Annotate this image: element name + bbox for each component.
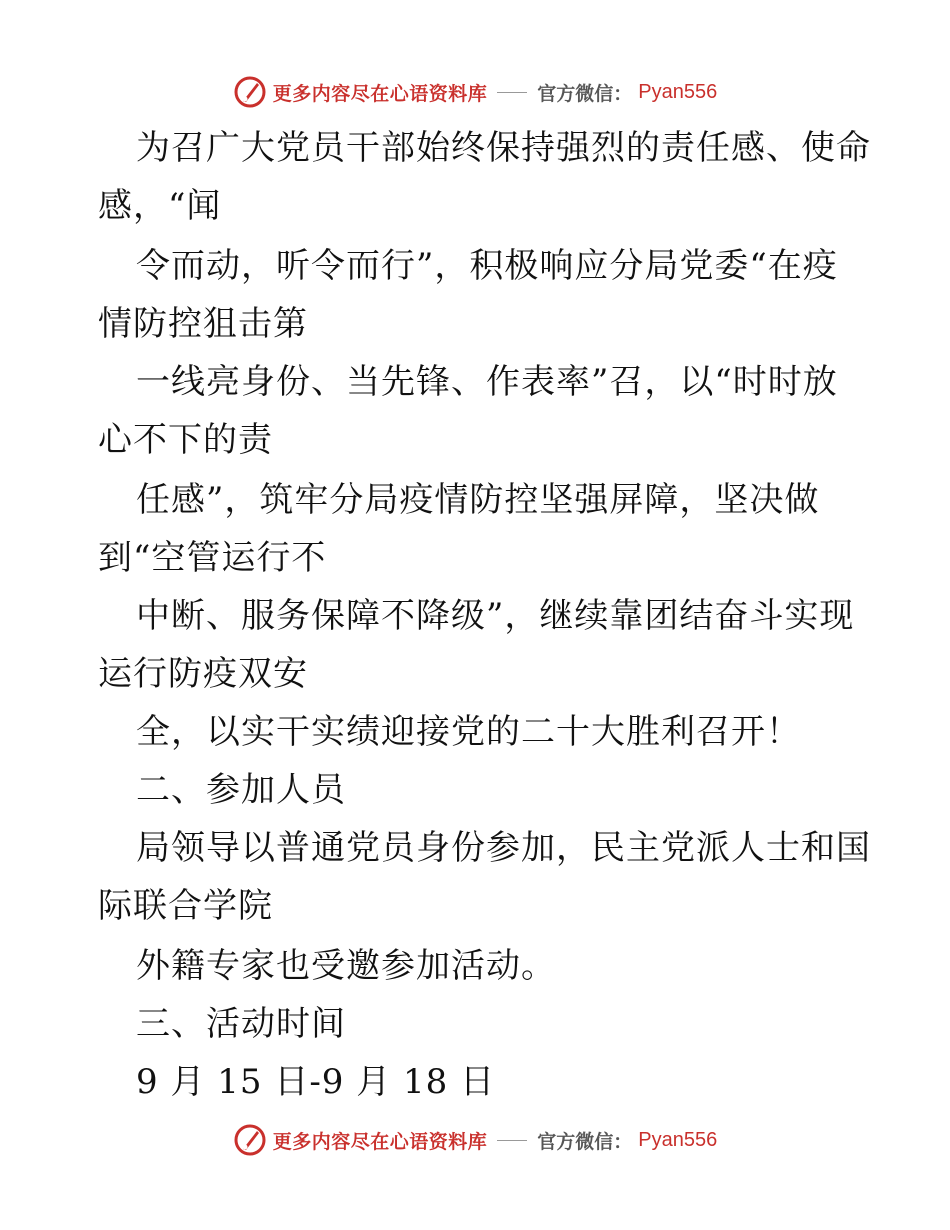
- watermark-divider: [497, 92, 527, 93]
- body-line-4: 情防控狙击第: [98, 304, 308, 344]
- watermark-label: 官方微信：: [537, 82, 633, 105]
- watermark-wechat-id: Pyan556: [638, 80, 718, 103]
- body-line-13: 局领导以普通党员身份参加，民主党派人士和国: [136, 828, 871, 868]
- section-heading-time: 三、活动时间: [136, 1004, 346, 1044]
- body-line-2: 感，“闻: [98, 186, 222, 226]
- watermark-wechat-id: Pyan556: [638, 1128, 718, 1151]
- watermark-label: 官方微信：: [537, 1130, 633, 1153]
- body-line-6: 心不下的责: [98, 420, 273, 460]
- watermark-divider: [497, 1140, 527, 1141]
- body-line-5: 一线亮身份、当先锋、作表率”召，以“时时放: [136, 362, 838, 402]
- body-line-14: 际联合学院: [98, 886, 273, 926]
- activity-date-range: 9 月 15 日-9 月 18 日: [136, 1062, 496, 1102]
- body-line-8: 到“空管运行不: [98, 538, 327, 578]
- section-heading-participants: 二、参加人员: [136, 770, 346, 810]
- body-line-3: 令而动，听令而行”，积极响应分局党委“在疫: [136, 246, 838, 286]
- body-line-11: 全，以实干实绩迎接党的二十大胜利召开！: [136, 712, 801, 752]
- footer-watermark: [0, 1120, 950, 1160]
- watermark-brand: 更多内容尽在心语资料库: [272, 1130, 488, 1153]
- quill-logo-icon: [233, 1123, 267, 1157]
- body-line-9: 中断、服务保障不降级”，继续靠团结奋斗实现: [136, 596, 855, 636]
- watermark-brand: 更多内容尽在心语资料库: [272, 82, 488, 105]
- body-line-7: 任感”，筑牢分局疫情防控坚强屏障，坚决做: [136, 480, 820, 520]
- quill-logo-icon: [233, 75, 267, 109]
- header-watermark: [0, 72, 950, 112]
- body-line-1: 为召广大党员干部始终保持强烈的责任感、使命: [136, 128, 871, 168]
- body-line-10: 运行防疫双安: [98, 654, 308, 694]
- body-line-15: 外籍专家也受邀参加活动。: [136, 946, 556, 986]
